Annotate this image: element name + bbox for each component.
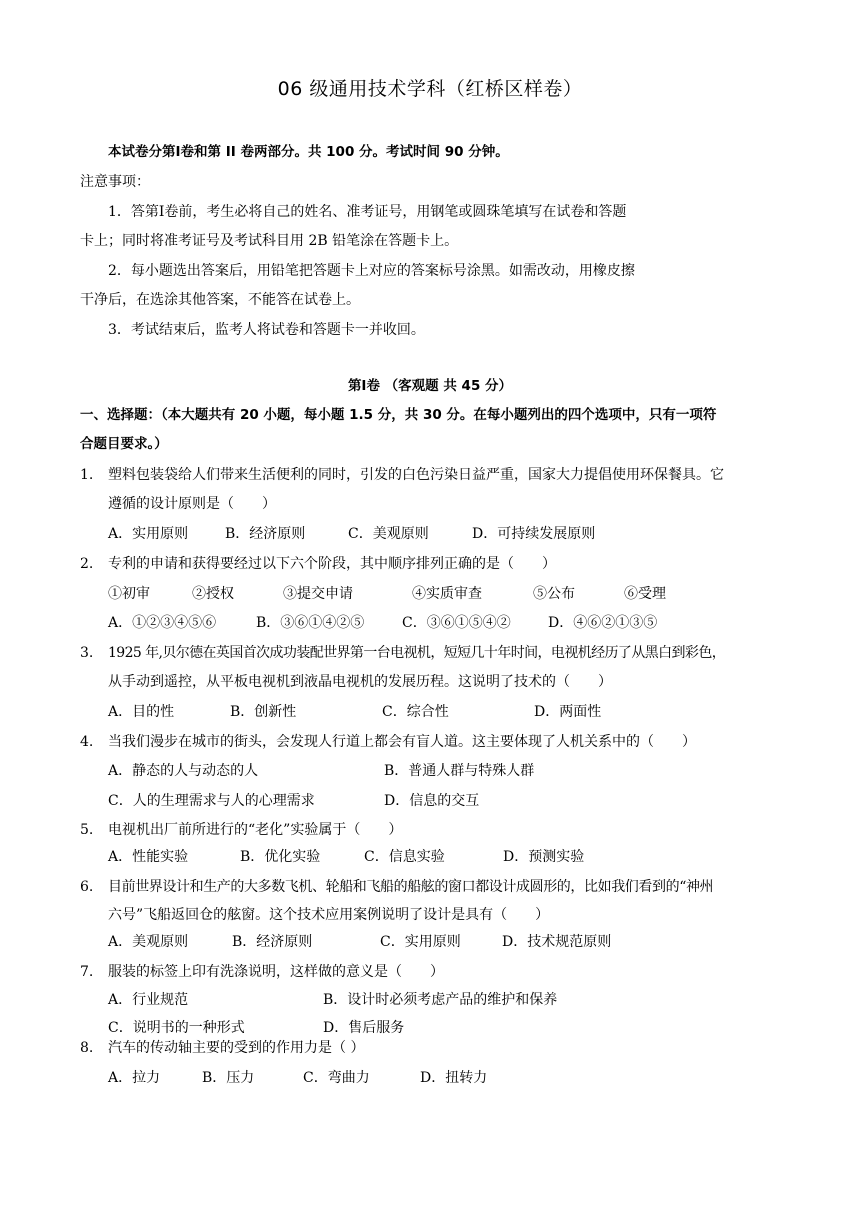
- question-8-option-a: A．拉力: [108, 1070, 161, 1086]
- question-5-option-d: D．预测实验: [503, 849, 585, 865]
- question-2-stage: ③提交申请: [283, 586, 353, 602]
- question-1-text-line1: 塑料包装袋给人们带来生活便利的同时，引发的白色污染日益严重，国家大力提倡使用环保餐具。它: [108, 467, 724, 483]
- question-1-option-d: D．可持续发展原则: [472, 526, 596, 542]
- section-title: 第Ⅰ卷 （客观题 共 45 分）: [347, 378, 513, 394]
- question-1-option-c: C．美观原则: [348, 526, 429, 542]
- question-3-text-line1: 1925 年,贝尔德在英国首次成功装配世界第一台电视机，短短几十年时间，电视机经历了从黑白到彩色，: [108, 645, 726, 661]
- question-2-stage: ④实质审查: [412, 586, 482, 602]
- notice-heading: 注意事项：: [80, 174, 150, 190]
- question-2-stage: ⑤公布: [533, 586, 575, 602]
- question-6-option-a: A．美观原则: [108, 934, 189, 950]
- notice-1-line2: 卡上；同时将准考证号及考试科目用 2B 铅笔涂在答题卡上。: [80, 233, 459, 249]
- question-2-option-a: A．①②③④⑤⑥: [108, 615, 217, 631]
- question-3-option-a: A．目的性: [108, 704, 175, 720]
- question-3-option-c: C．综合性: [382, 704, 449, 720]
- question-number: 4.: [80, 734, 94, 750]
- question-7-text-line1: 服装的标签上印有洗涤说明，这样做的意义是（ ）: [108, 964, 444, 980]
- question-2-option-d: D．④⑥②①③⑤: [548, 615, 658, 631]
- page-title: 06 级通用技术学科（红桥区样卷）: [277, 78, 583, 100]
- question-2-option-b: B．③⑥①④②⑤: [256, 615, 365, 631]
- question-2-stage: ⑥受理: [624, 586, 666, 602]
- question-4-text-line1: 当我们漫步在城市的街头，会发现人行道上都会有盲人道。这主要体现了人机关系中的（ ）: [108, 734, 696, 750]
- question-6-text-line2: 六号”飞船返回仓的舷窗。这个技术应用案例说明了设计是具有（ ）: [108, 907, 550, 923]
- question-4-option-d: D．信息的交互: [384, 793, 480, 809]
- question-5-option-c: C．信息实验: [364, 849, 445, 865]
- question-6-option-c: C．实用原则: [380, 934, 461, 950]
- question-5-option-b: B．优化实验: [240, 849, 321, 865]
- question-number: 5.: [80, 822, 94, 838]
- notice-3-line1: 3．考试结束后，监考人将试卷和答题卡一并收回。: [108, 322, 425, 338]
- question-4-option-b: B．普通人群与特殊人群: [384, 763, 535, 779]
- notice-2-line2: 干净后，在选涂其他答案，不能答在试卷上。: [80, 292, 360, 308]
- notice-1-line1: 1．答第Ⅰ卷前，考生必将自己的姓名、准考证号，用钢笔或圆珠笔填写在试卷和答题: [108, 204, 627, 220]
- question-1-option-b: B．经济原则: [225, 526, 306, 542]
- question-3-option-b: B．创新性: [230, 704, 297, 720]
- question-number: 2.: [80, 556, 94, 572]
- question-8-text-line1: 汽车的传动轴主要的受到的作用力是（ ）: [108, 1040, 365, 1056]
- question-6-option-d: D．技术规范原则: [502, 934, 612, 950]
- question-1-text-line2: 遵循的设计原则是（ ）: [108, 496, 276, 512]
- question-number: 3.: [80, 645, 94, 661]
- question-1-option-a: A．实用原则: [108, 526, 189, 542]
- question-7-option-c: C．说明书的一种形式: [108, 1020, 245, 1036]
- question-2-stage: ②授权: [192, 586, 234, 602]
- question-6-text-line1: 目前世界设计和生产的大多数飞机、轮船和飞船的船舷的窗口都设计成圆形的，比如我们看到的“神州: [108, 879, 714, 895]
- question-5-text-line1: 电视机出厂前所进行的“老化”实验属于（ ）: [108, 822, 403, 838]
- question-number: 6.: [80, 879, 94, 895]
- question-2-stage: ①初审: [108, 586, 150, 602]
- question-8-option-c: C．弯曲力: [303, 1070, 370, 1086]
- question-number: 7.: [80, 964, 94, 980]
- question-8-option-b: B．压力: [202, 1070, 255, 1086]
- part-heading-line2: 合题目要求。）: [80, 436, 168, 452]
- intro-text: 本试卷分第Ⅰ卷和第 II 卷两部分。共 100 分。考试时间 90 分钟。: [108, 144, 509, 160]
- question-4-option-a: A．静态的人与动态的人: [108, 763, 259, 779]
- question-number: 1.: [80, 467, 94, 483]
- question-3-option-d: D．两面性: [534, 704, 602, 720]
- question-2-option-c: C．③⑥①⑤④②: [402, 615, 511, 631]
- question-number: 8.: [80, 1040, 94, 1056]
- notice-2-line1: 2．每小题选出答案后，用铅笔把答题卡上对应的答案标号涂黑。如需改动，用橡皮擦: [108, 263, 635, 279]
- question-8-option-d: D．扭转力: [420, 1070, 488, 1086]
- question-3-text-line2: 从手动到遥控，从平板电视机到液晶电视机的发展历程。这说明了技术的（ ）: [108, 674, 612, 690]
- question-4-option-c: C．人的生理需求与人的心理需求: [108, 793, 315, 809]
- question-5-option-a: A．性能实验: [108, 849, 189, 865]
- question-7-option-d: D．售后服务: [323, 1020, 405, 1036]
- question-7-option-a: A．行业规范: [108, 992, 189, 1008]
- question-2-text-line1: 专利的申请和获得要经过以下六个阶段，其中顺序排列正确的是（ ）: [108, 556, 556, 572]
- question-6-option-b: B．经济原则: [232, 934, 313, 950]
- part-heading-line1: 一、选择题：（本大题共有 20 小题，每小题 1.5 分，共 30 分。在每小题列出的四个选项中，只有一项符: [80, 407, 717, 423]
- question-7-option-b: B．设计时必须考虑产品的维护和保养: [323, 992, 558, 1008]
